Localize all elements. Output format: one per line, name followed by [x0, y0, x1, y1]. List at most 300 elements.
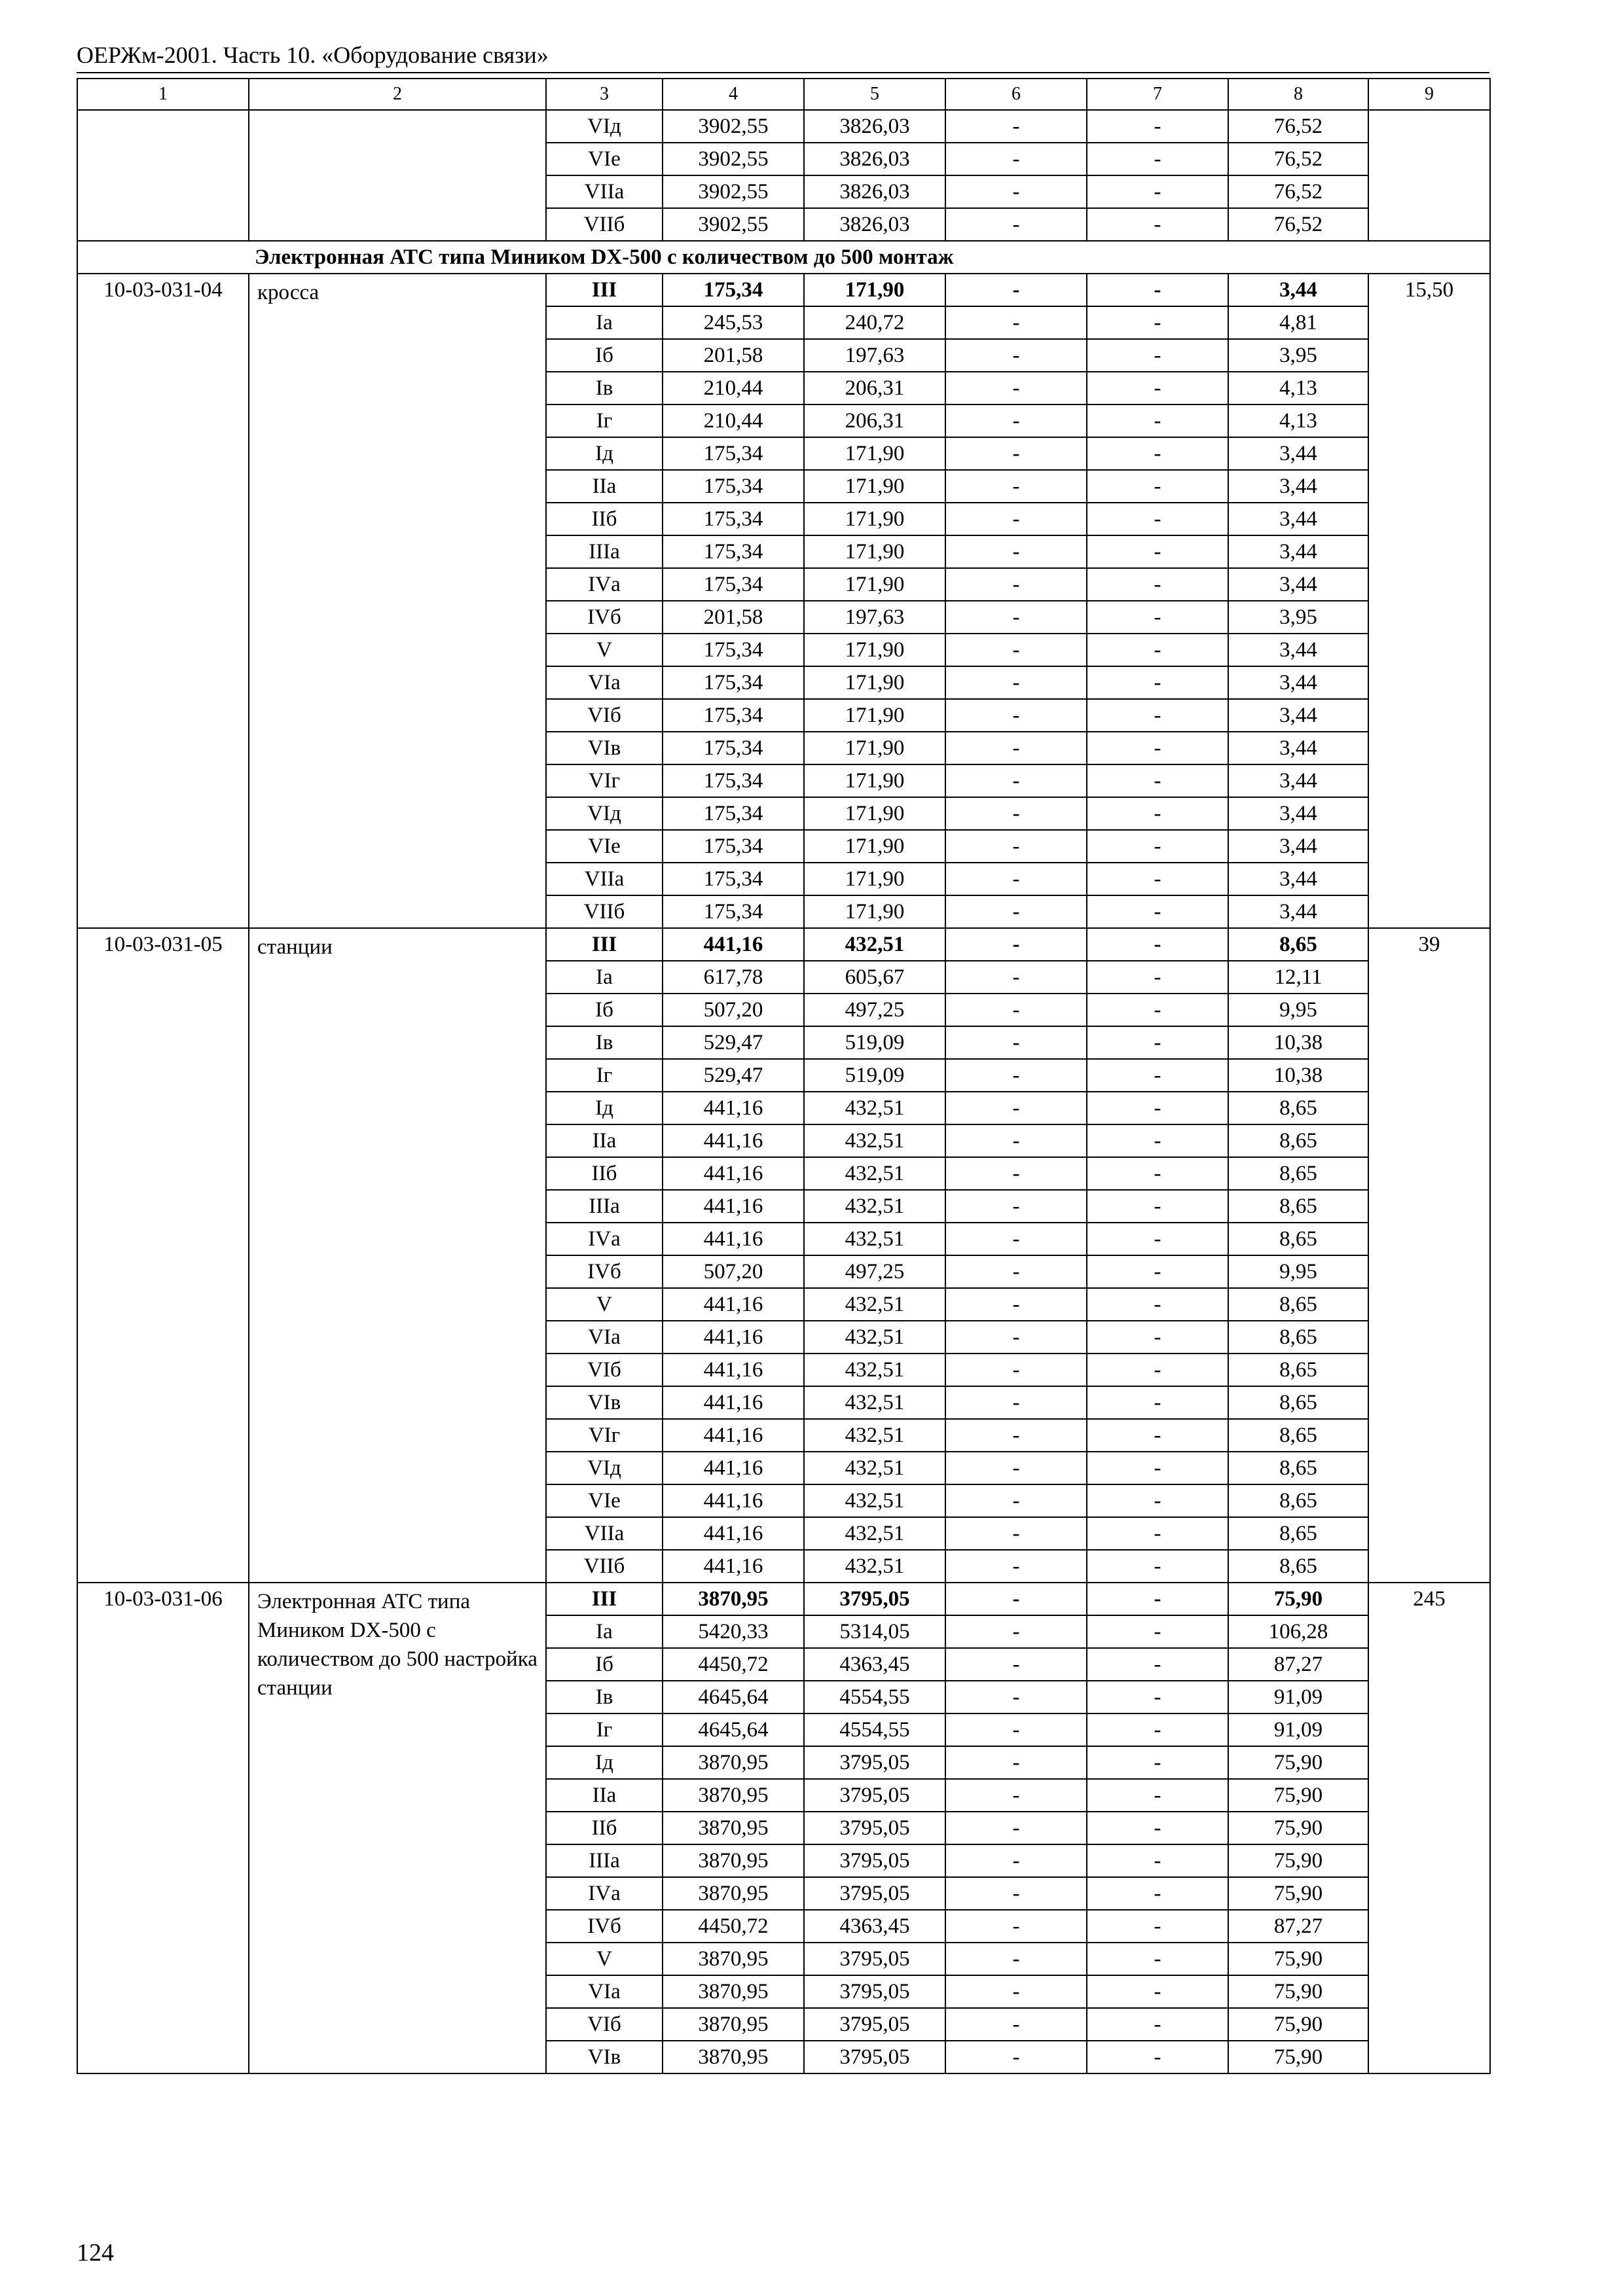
value-cell: 507,20: [663, 1255, 804, 1288]
value-cell: 3870,95: [663, 2008, 804, 2041]
value-cell: -: [1087, 208, 1228, 241]
value-cell: -: [1087, 732, 1228, 764]
value-cell: -: [945, 1812, 1087, 1844]
value-cell: 171,90: [804, 535, 945, 568]
document-header: ОЕРЖм-2001. Часть 10. «Оборудование связи»: [77, 42, 549, 68]
value-cell: -: [945, 634, 1087, 666]
value-cell: 75,90: [1228, 1583, 1368, 1615]
value-cell: 432,51: [804, 1157, 945, 1190]
value-cell: -: [1087, 1223, 1228, 1255]
value-cell: -: [1087, 1255, 1228, 1288]
column-number: 8: [1228, 79, 1368, 110]
value-cell: 441,16: [663, 1354, 804, 1386]
value-cell: -: [945, 404, 1087, 437]
value-cell: -: [945, 339, 1087, 372]
zone-cell: Iд: [546, 437, 663, 470]
value-cell: 76,52: [1228, 110, 1368, 143]
value-cell: 75,90: [1228, 1975, 1368, 2008]
value-cell: 75,90: [1228, 1746, 1368, 1779]
value-cell: -: [945, 601, 1087, 634]
value-cell: -: [945, 1354, 1087, 1386]
table-row: [77, 274, 1490, 306]
value-cell: 10,38: [1228, 1059, 1368, 1092]
value-cell: -: [1087, 110, 1228, 143]
value-cell: -: [1087, 1288, 1228, 1321]
value-cell: -: [1087, 470, 1228, 503]
value-cell: -: [945, 994, 1087, 1026]
zone-cell: III: [546, 274, 663, 306]
zone-cell: VIе: [546, 143, 663, 175]
value-cell: -: [1087, 1124, 1228, 1157]
value-cell: 171,90: [804, 666, 945, 699]
value-cell: 171,90: [804, 634, 945, 666]
value-cell: -: [1087, 1059, 1228, 1092]
value-cell: 75,90: [1228, 2008, 1368, 2041]
value-cell: -: [945, 1157, 1087, 1190]
value-cell: -: [1087, 372, 1228, 404]
value-cell: -: [945, 1943, 1087, 1975]
value-cell: 75,90: [1228, 1877, 1368, 1910]
value-cell: -: [1087, 666, 1228, 699]
value-cell: -: [1087, 1419, 1228, 1452]
value-cell: 171,90: [804, 503, 945, 535]
value-cell: -: [945, 732, 1087, 764]
value-cell: 432,51: [804, 1190, 945, 1223]
zone-cell: IIIа: [546, 1190, 663, 1223]
value-cell: -: [1087, 601, 1228, 634]
zone-cell: VIд: [546, 797, 663, 830]
value-cell: 617,78: [663, 961, 804, 994]
value-cell: 175,34: [663, 634, 804, 666]
value-cell: -: [1087, 2008, 1228, 2041]
value-cell: 175,34: [663, 535, 804, 568]
zone-cell: Iб: [546, 339, 663, 372]
zone-cell: V: [546, 634, 663, 666]
value-cell: -: [945, 1910, 1087, 1943]
value-cell: 497,25: [804, 994, 945, 1026]
value-cell: -: [1087, 1550, 1228, 1583]
value-cell: 432,51: [804, 928, 945, 961]
value-cell: -: [1087, 830, 1228, 863]
value-cell: 171,90: [804, 274, 945, 306]
value-cell: -: [1087, 1452, 1228, 1484]
value-cell: -: [945, 568, 1087, 601]
value-cell: 3,44: [1228, 699, 1368, 732]
zone-cell: Iг: [546, 404, 663, 437]
value-cell: 4,81: [1228, 306, 1368, 339]
value-cell: 441,16: [663, 1419, 804, 1452]
value-cell: 3,44: [1228, 863, 1368, 895]
value-cell: -: [945, 895, 1087, 928]
value-cell: 3795,05: [804, 1877, 945, 1910]
zone-cell: IIIа: [546, 1844, 663, 1877]
rate-code: 10-03-031-05: [77, 928, 249, 1583]
value-cell: -: [1087, 1354, 1228, 1386]
work-name: кросса: [249, 274, 546, 928]
zone-cell: Iа: [546, 961, 663, 994]
value-cell: 4645,64: [663, 1713, 804, 1746]
zone-cell: VIIа: [546, 1517, 663, 1550]
value-cell: -: [1087, 1026, 1228, 1059]
work-name: станции: [249, 928, 546, 1583]
value-cell: 4363,45: [804, 1648, 945, 1681]
value-cell: 201,58: [663, 339, 804, 372]
value-cell: 432,51: [804, 1419, 945, 1452]
value-cell: -: [945, 1419, 1087, 1452]
value-cell: -: [945, 110, 1087, 143]
value-cell: -: [945, 666, 1087, 699]
zone-cell: IIIа: [546, 535, 663, 568]
labor-cost: 245: [1368, 1583, 1490, 2073]
zone-cell: III: [546, 928, 663, 961]
value-cell: -: [945, 2008, 1087, 2041]
header-rule: [77, 72, 1489, 73]
column-number: 9: [1368, 79, 1490, 110]
value-cell: 210,44: [663, 372, 804, 404]
zone-cell: VIIб: [546, 1550, 663, 1583]
value-cell: 8,65: [1228, 1124, 1368, 1157]
zone-cell: Iд: [546, 1746, 663, 1779]
zone-cell: VIб: [546, 699, 663, 732]
value-cell: 8,65: [1228, 1517, 1368, 1550]
zone-cell: VIд: [546, 110, 663, 143]
value-cell: -: [1087, 961, 1228, 994]
column-number: 3: [546, 79, 663, 110]
value-cell: 8,65: [1228, 1321, 1368, 1354]
zone-cell: IIа: [546, 1124, 663, 1157]
table-row: [77, 1583, 1490, 1615]
value-cell: 175,34: [663, 699, 804, 732]
zone-cell: IVа: [546, 568, 663, 601]
work-name: [249, 110, 546, 241]
value-cell: 4,13: [1228, 404, 1368, 437]
zone-cell: VIIб: [546, 208, 663, 241]
value-cell: -: [945, 1452, 1087, 1484]
zone-cell: IVа: [546, 1877, 663, 1910]
value-cell: 432,51: [804, 1550, 945, 1583]
value-cell: 519,09: [804, 1059, 945, 1092]
value-cell: -: [945, 1026, 1087, 1059]
value-cell: 8,65: [1228, 1419, 1368, 1452]
zone-cell: Iа: [546, 1615, 663, 1648]
value-cell: 441,16: [663, 1321, 804, 1354]
value-cell: 4554,55: [804, 1681, 945, 1713]
value-cell: 432,51: [804, 1124, 945, 1157]
value-cell: 441,16: [663, 1550, 804, 1583]
zone-cell: VIг: [546, 1419, 663, 1452]
value-cell: -: [1087, 1877, 1228, 1910]
value-cell: 175,34: [663, 895, 804, 928]
zone-cell: IIб: [546, 1812, 663, 1844]
value-cell: 8,65: [1228, 1550, 1368, 1583]
value-cell: 87,27: [1228, 1910, 1368, 1943]
value-cell: 3,44: [1228, 470, 1368, 503]
value-cell: 3,44: [1228, 437, 1368, 470]
zone-cell: VIа: [546, 1321, 663, 1354]
value-cell: 3,44: [1228, 797, 1368, 830]
value-cell: 206,31: [804, 404, 945, 437]
value-cell: -: [1087, 1157, 1228, 1190]
value-cell: 201,58: [663, 601, 804, 634]
value-cell: 171,90: [804, 699, 945, 732]
value-cell: 3,44: [1228, 732, 1368, 764]
value-cell: 8,65: [1228, 1288, 1368, 1321]
value-cell: -: [1087, 339, 1228, 372]
value-cell: 8,65: [1228, 1452, 1368, 1484]
value-cell: 175,34: [663, 863, 804, 895]
value-cell: 3870,95: [663, 1746, 804, 1779]
value-cell: 8,65: [1228, 1190, 1368, 1223]
zone-cell: IIб: [546, 1157, 663, 1190]
column-number: 4: [663, 79, 804, 110]
value-cell: 3795,05: [804, 2008, 945, 2041]
value-cell: 3795,05: [804, 1844, 945, 1877]
value-cell: 4450,72: [663, 1910, 804, 1943]
value-cell: 206,31: [804, 372, 945, 404]
value-cell: 171,90: [804, 568, 945, 601]
value-cell: 432,51: [804, 1484, 945, 1517]
page-number: 124: [77, 2239, 114, 2267]
value-cell: -: [945, 1386, 1087, 1419]
work-name: Электронная АТС типа Миником DX-500 с количеством до 500 настройка станции: [249, 1583, 546, 2073]
value-cell: -: [945, 797, 1087, 830]
value-cell: 3,95: [1228, 339, 1368, 372]
value-cell: -: [1087, 535, 1228, 568]
value-cell: -: [945, 1092, 1087, 1124]
value-cell: 441,16: [663, 1223, 804, 1255]
value-cell: -: [945, 175, 1087, 208]
column-number: 7: [1087, 79, 1228, 110]
zone-cell: VIа: [546, 666, 663, 699]
value-cell: 171,90: [804, 797, 945, 830]
value-cell: 175,34: [663, 666, 804, 699]
value-cell: -: [945, 1059, 1087, 1092]
value-cell: 3826,03: [804, 110, 945, 143]
value-cell: 3902,55: [663, 175, 804, 208]
value-cell: 3870,95: [663, 1583, 804, 1615]
value-cell: 175,34: [663, 764, 804, 797]
value-cell: -: [1087, 928, 1228, 961]
value-cell: 529,47: [663, 1026, 804, 1059]
value-cell: 9,95: [1228, 1255, 1368, 1288]
value-cell: 3826,03: [804, 208, 945, 241]
value-cell: 441,16: [663, 1092, 804, 1124]
value-cell: 3,44: [1228, 634, 1368, 666]
value-cell: -: [945, 1288, 1087, 1321]
value-cell: 175,34: [663, 830, 804, 863]
value-cell: -: [945, 274, 1087, 306]
value-cell: 4363,45: [804, 1910, 945, 1943]
value-cell: -: [1087, 1681, 1228, 1713]
value-cell: -: [945, 372, 1087, 404]
value-cell: 75,90: [1228, 2041, 1368, 2073]
value-cell: -: [1087, 863, 1228, 895]
value-cell: 3870,95: [663, 1844, 804, 1877]
value-cell: 75,90: [1228, 1943, 1368, 1975]
value-cell: -: [945, 1124, 1087, 1157]
table-row: [77, 110, 1490, 143]
value-cell: 441,16: [663, 1517, 804, 1550]
value-cell: -: [1087, 1517, 1228, 1550]
zone-cell: V: [546, 1943, 663, 1975]
zone-cell: VIв: [546, 732, 663, 764]
value-cell: -: [1087, 1943, 1228, 1975]
value-cell: -: [1087, 1779, 1228, 1812]
value-cell: 3795,05: [804, 1812, 945, 1844]
value-cell: -: [1087, 274, 1228, 306]
value-cell: -: [945, 961, 1087, 994]
value-cell: -: [945, 699, 1087, 732]
value-cell: 529,47: [663, 1059, 804, 1092]
value-cell: 8,65: [1228, 1157, 1368, 1190]
value-cell: 8,65: [1228, 1484, 1368, 1517]
value-cell: 91,09: [1228, 1713, 1368, 1746]
value-cell: -: [1087, 1190, 1228, 1223]
value-cell: -: [945, 437, 1087, 470]
value-cell: 197,63: [804, 601, 945, 634]
value-cell: -: [945, 208, 1087, 241]
value-cell: -: [1087, 634, 1228, 666]
value-cell: 3870,95: [663, 1975, 804, 2008]
value-cell: -: [1087, 699, 1228, 732]
value-cell: -: [945, 1648, 1087, 1681]
value-cell: -: [945, 1713, 1087, 1746]
value-cell: 3795,05: [804, 1746, 945, 1779]
value-cell: 175,34: [663, 797, 804, 830]
value-cell: 441,16: [663, 1452, 804, 1484]
value-cell: -: [1087, 1484, 1228, 1517]
zone-cell: VIе: [546, 830, 663, 863]
value-cell: -: [1087, 1615, 1228, 1648]
zone-cell: VIг: [546, 764, 663, 797]
zone-cell: VIIб: [546, 895, 663, 928]
value-cell: -: [945, 1746, 1087, 1779]
value-cell: 240,72: [804, 306, 945, 339]
value-cell: 175,34: [663, 732, 804, 764]
value-cell: 3,95: [1228, 601, 1368, 634]
rates-table: [77, 78, 1491, 2074]
zone-cell: IVб: [546, 1910, 663, 1943]
value-cell: -: [945, 830, 1087, 863]
value-cell: -: [1087, 1812, 1228, 1844]
value-cell: 76,52: [1228, 143, 1368, 175]
value-cell: -: [945, 470, 1087, 503]
value-cell: -: [945, 1583, 1087, 1615]
labor-cost: 39: [1368, 928, 1490, 1583]
value-cell: 432,51: [804, 1354, 945, 1386]
rate-code: 10-03-031-04: [77, 274, 249, 928]
table-row: [77, 928, 1490, 961]
value-cell: 5420,33: [663, 1615, 804, 1648]
zone-cell: Iб: [546, 994, 663, 1026]
value-cell: 8,65: [1228, 1092, 1368, 1124]
value-cell: 3,44: [1228, 568, 1368, 601]
value-cell: 4450,72: [663, 1648, 804, 1681]
value-cell: 12,11: [1228, 961, 1368, 994]
value-cell: 441,16: [663, 1288, 804, 1321]
value-cell: -: [945, 143, 1087, 175]
value-cell: -: [1087, 1648, 1228, 1681]
zone-cell: Iв: [546, 1026, 663, 1059]
value-cell: -: [1087, 1386, 1228, 1419]
value-cell: -: [945, 1877, 1087, 1910]
value-cell: 171,90: [804, 732, 945, 764]
value-cell: 3795,05: [804, 2041, 945, 2073]
value-cell: -: [945, 1975, 1087, 2008]
value-cell: -: [1087, 1583, 1228, 1615]
value-cell: 175,34: [663, 470, 804, 503]
value-cell: 3,44: [1228, 535, 1368, 568]
value-cell: 4,13: [1228, 372, 1368, 404]
value-cell: 171,90: [804, 437, 945, 470]
value-cell: -: [1087, 1321, 1228, 1354]
zone-cell: VIв: [546, 1386, 663, 1419]
zone-cell: VIа: [546, 1975, 663, 2008]
value-cell: -: [1087, 1092, 1228, 1124]
value-cell: -: [1087, 1746, 1228, 1779]
value-cell: 3,44: [1228, 764, 1368, 797]
value-cell: 75,90: [1228, 1844, 1368, 1877]
value-cell: -: [945, 1615, 1087, 1648]
value-cell: 87,27: [1228, 1648, 1368, 1681]
value-cell: 175,34: [663, 274, 804, 306]
value-cell: -: [1087, 797, 1228, 830]
column-number: 1: [77, 79, 249, 110]
zone-cell: IIа: [546, 1779, 663, 1812]
value-cell: -: [1087, 306, 1228, 339]
zone-cell: Iв: [546, 372, 663, 404]
value-cell: 432,51: [804, 1321, 945, 1354]
value-cell: 432,51: [804, 1288, 945, 1321]
value-cell: 3870,95: [663, 1943, 804, 1975]
value-cell: -: [945, 1681, 1087, 1713]
value-cell: 175,34: [663, 568, 804, 601]
value-cell: -: [945, 2041, 1087, 2073]
value-cell: 3,44: [1228, 274, 1368, 306]
rate-code: [77, 110, 249, 241]
section-heading-row: [77, 241, 1490, 274]
zone-cell: VIб: [546, 2008, 663, 2041]
value-cell: 441,16: [663, 1484, 804, 1517]
value-cell: 10,38: [1228, 1026, 1368, 1059]
value-cell: -: [1087, 2041, 1228, 2073]
zone-cell: VIд: [546, 1452, 663, 1484]
zone-cell: VIб: [546, 1354, 663, 1386]
zone-cell: Iд: [546, 1092, 663, 1124]
value-cell: 3,44: [1228, 830, 1368, 863]
zone-cell: IVб: [546, 601, 663, 634]
value-cell: -: [1087, 568, 1228, 601]
value-cell: -: [1087, 143, 1228, 175]
value-cell: -: [945, 503, 1087, 535]
value-cell: 3,44: [1228, 503, 1368, 535]
value-cell: 171,90: [804, 863, 945, 895]
value-cell: 605,67: [804, 961, 945, 994]
zone-cell: VIIа: [546, 175, 663, 208]
value-cell: 441,16: [663, 928, 804, 961]
labor-cost: [1368, 110, 1490, 241]
value-cell: 519,09: [804, 1026, 945, 1059]
value-cell: -: [1087, 1975, 1228, 2008]
value-cell: -: [1087, 437, 1228, 470]
value-cell: 441,16: [663, 1386, 804, 1419]
section-heading: Электронная АТС типа Миником DX-500 с количеством до 500 монтаж: [77, 241, 1490, 274]
rate-code: 10-03-031-06: [77, 1583, 249, 2073]
value-cell: 75,90: [1228, 1812, 1368, 1844]
value-cell: -: [945, 1550, 1087, 1583]
column-number: 5: [804, 79, 945, 110]
zone-cell: VIе: [546, 1484, 663, 1517]
